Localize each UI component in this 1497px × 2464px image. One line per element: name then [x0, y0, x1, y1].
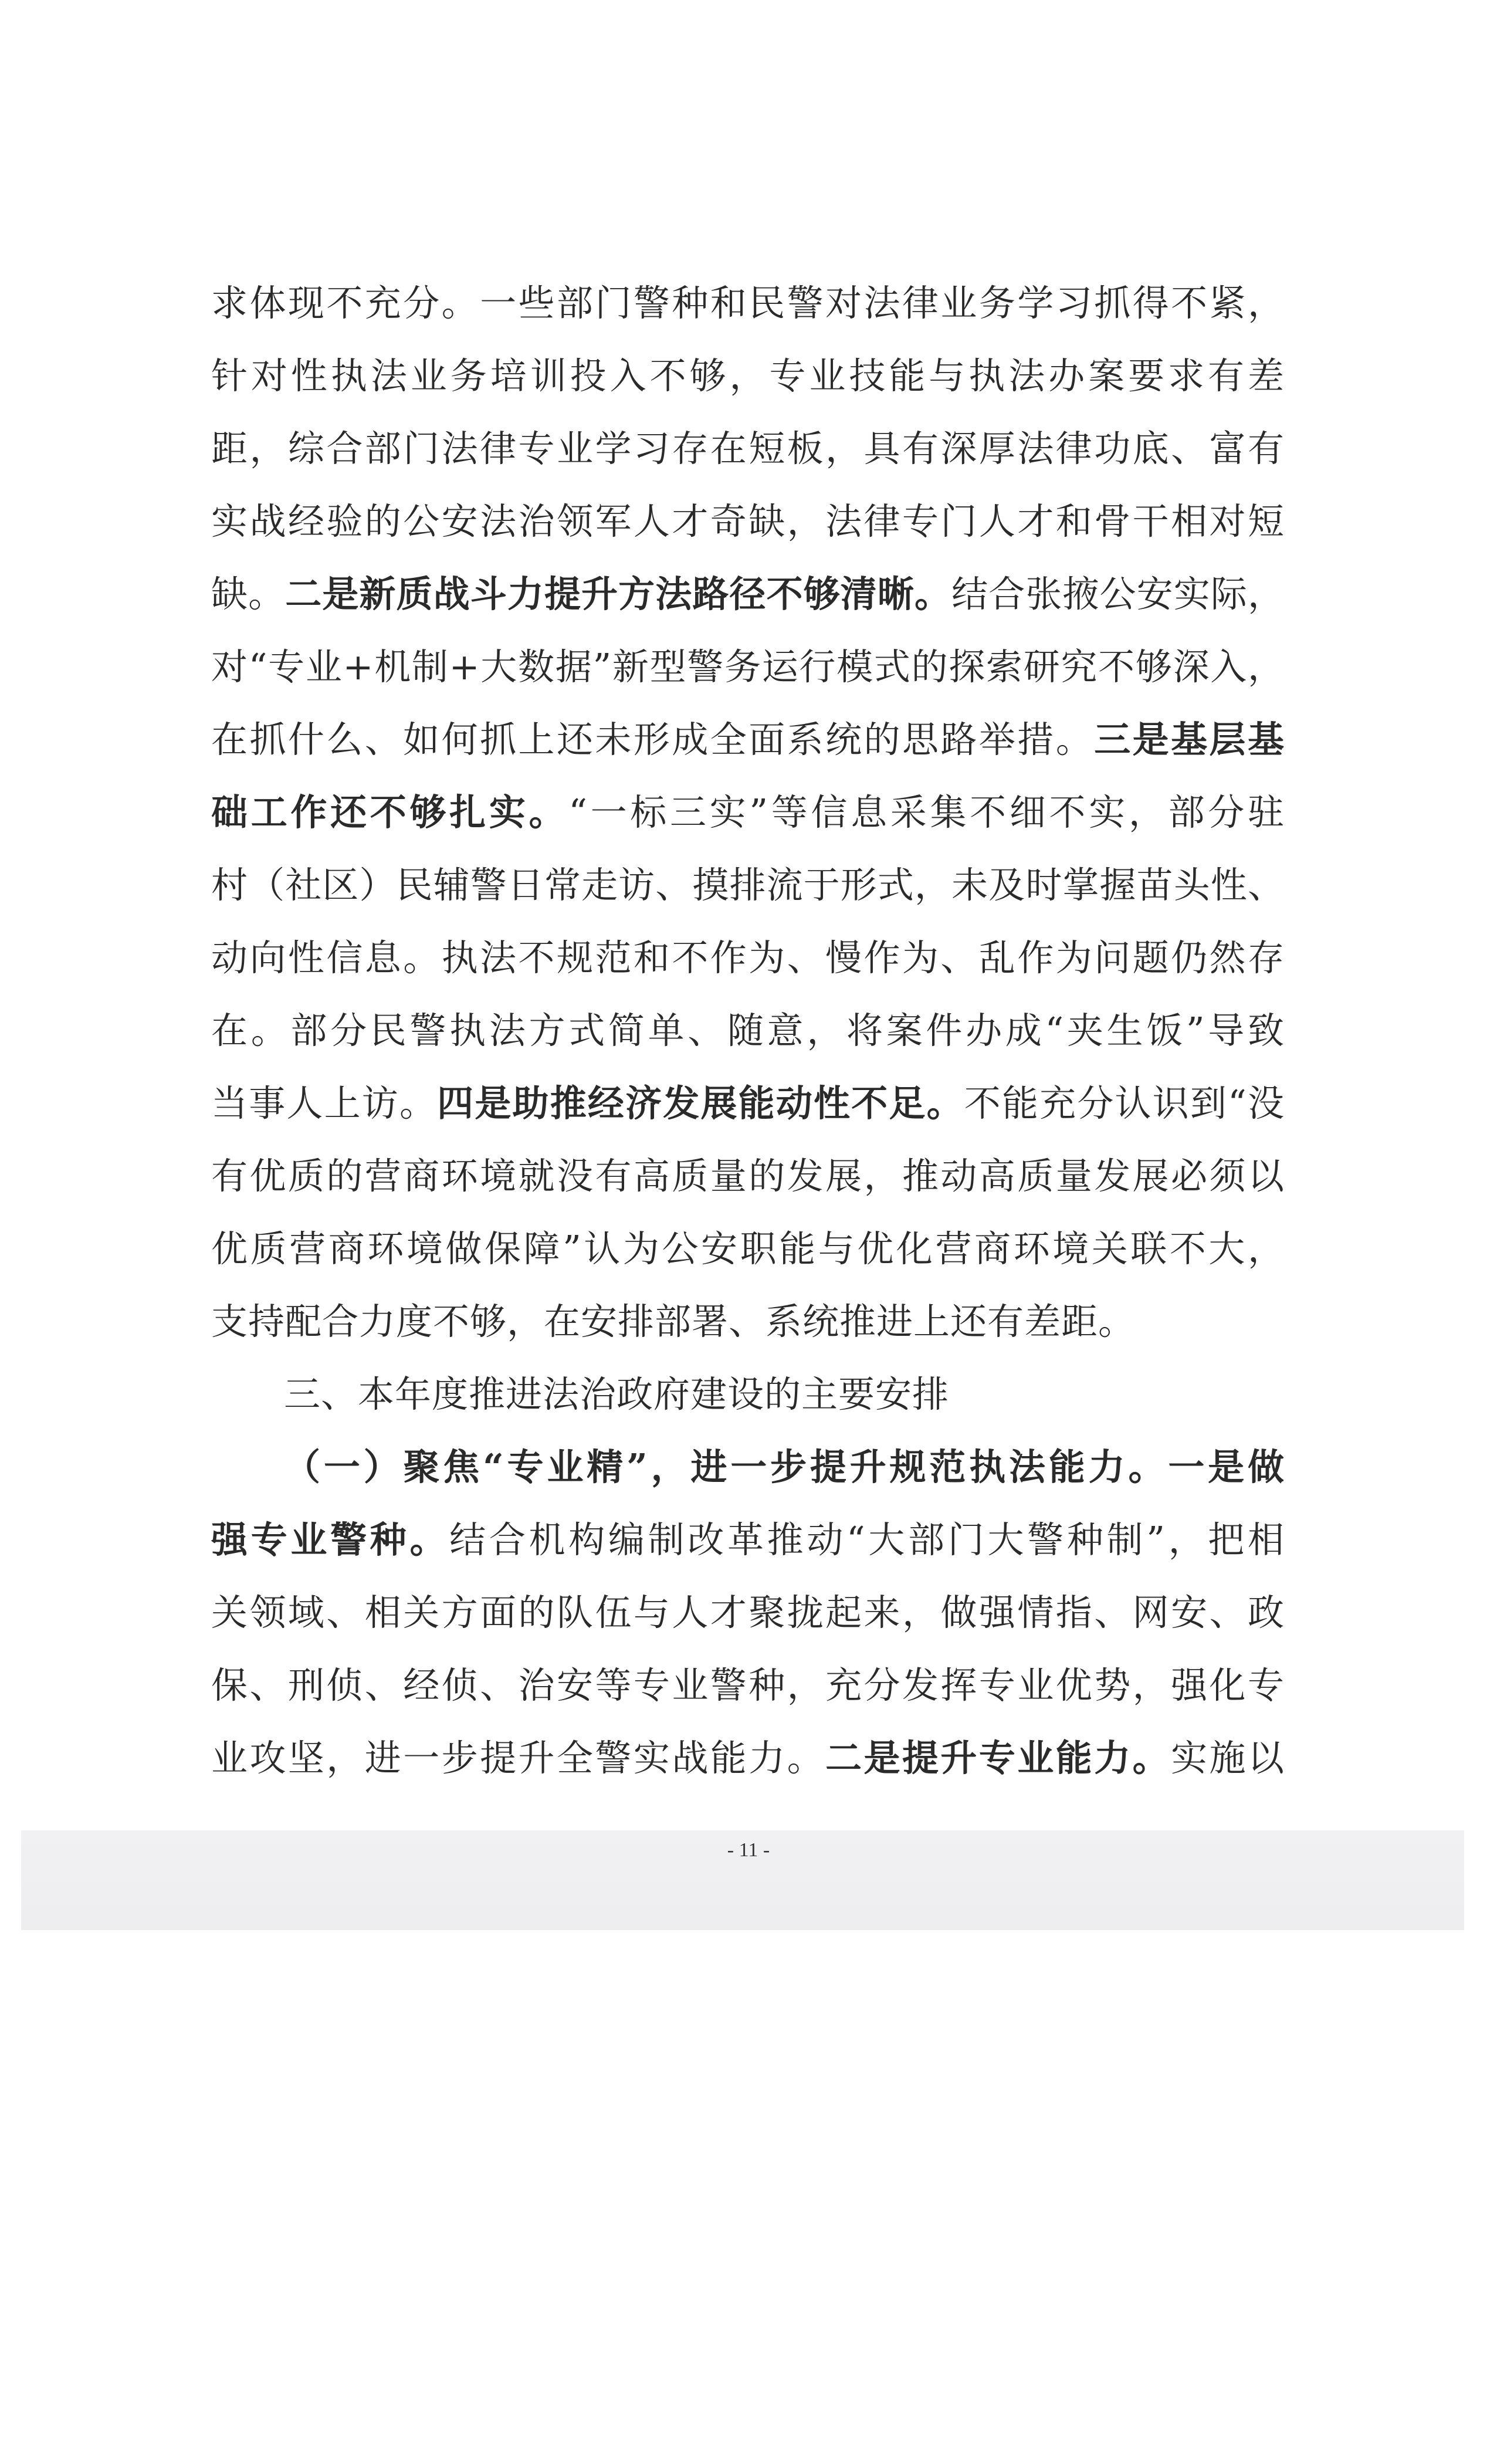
text-segment: 优质营商环境做保障”认为公安职能与优化营商环境关联不大， [211, 1227, 1285, 1270]
text-segment: 支持配合力度不够，在安排部署、系统推进上还有差距。 [211, 1300, 1136, 1343]
bold-text: 二是提升专业能力。 [825, 1737, 1171, 1779]
text-line [211, 1504, 1285, 1576]
text-segment: 求体现不充分。一些部门警种和民警对法律业务学习抓得不紧， [211, 282, 1285, 324]
text-line [211, 1140, 1285, 1213]
text-segment: “一标三实”等信息采集不细不实，部分驻 [568, 791, 1285, 834]
text-line [211, 1067, 1285, 1140]
text-segment: 关领域、相关方面的队伍与人才聚拢起来，做强情指、网安、政 [211, 1591, 1285, 1634]
text-segment: 实施以 [1171, 1737, 1285, 1779]
document-body [211, 267, 1285, 1795]
text-line [211, 1722, 1285, 1795]
text-line [211, 340, 1285, 412]
text-segment: 保、刑侦、经侦、治安等专业警种，充分发挥专业优势，强化专 [211, 1664, 1285, 1707]
text-segment: 在抓什么、如何抓上还未形成全面系统的思路举措。 [211, 718, 1095, 761]
text-line [211, 1649, 1285, 1722]
text-segment: 对“专业+机制+大数据”新型警务运行模式的探索研究不够深入， [211, 645, 1285, 688]
text-line [211, 485, 1285, 558]
text-segment: 缺。 [211, 573, 286, 615]
text-segment: 三、本年度推进法治政府建设的主要安排 [284, 1373, 950, 1416]
text-segment: 实战经验的公安法治领军人才奇缺，法律专门人才和骨干相对短 [211, 500, 1285, 543]
text-segment: 有优质的营商环境就没有高质量的发展，推动高质量发展必须以 [211, 1155, 1285, 1197]
text-line [211, 1285, 1285, 1358]
text-segment: 结合张掖公安实际， [951, 573, 1285, 615]
text-segment: 业攻坚，进一步提升全警实战能力。 [211, 1737, 826, 1779]
bold-text: 二是新质战斗力提升方法路径不够清晰。 [285, 573, 952, 615]
text-line [211, 1431, 1285, 1504]
text-line [211, 1576, 1285, 1649]
text-line [211, 267, 1285, 340]
text-segment: 针对性执法业务培训投入不够，专业技能与执法办案要求有差 [211, 354, 1285, 397]
text-line [211, 412, 1285, 485]
bold-text: 四是助推经济发展能动性不足。 [437, 1082, 964, 1125]
text-line [211, 1213, 1285, 1285]
text-segment: 在。部分民警执法方式简单、随意，将案件办成“夹生饭”导致 [211, 1009, 1285, 1052]
section-heading [211, 1358, 1285, 1431]
text-segment: 不能充分认识到“没 [964, 1082, 1285, 1125]
text-line [211, 922, 1285, 994]
bold-text: 强专业警种。 [211, 1518, 450, 1561]
text-line [211, 849, 1285, 922]
text-segment: 动向性信息。执法不规范和不作为、慢作为、乱作为问题仍然存 [211, 936, 1285, 979]
text-segment: 结合机构编制改革推动“大部门大警种制”，把相 [449, 1518, 1285, 1561]
text-line [211, 994, 1285, 1067]
bold-text: 三是基层基 [1094, 718, 1285, 761]
page-number: - 11 - [727, 1839, 770, 1861]
text-line [211, 558, 1285, 631]
text-segment: 村（社区）民辅警日常走访、摸排流于形式，未及时掌握苗头性、 [211, 864, 1285, 906]
bold-text: 础工作还不够扎实。 [211, 791, 569, 834]
text-line [211, 631, 1285, 703]
text-line [211, 776, 1285, 849]
text-line [211, 703, 1285, 776]
bold-text: （一）聚焦“专业精”，进一步提升规范执法能力。一是做 [284, 1446, 1285, 1488]
text-segment: 当事人上访。 [211, 1082, 438, 1125]
text-segment: 距，综合部门法律专业学习存在短板，具有深厚法律功底、富有 [211, 427, 1285, 470]
